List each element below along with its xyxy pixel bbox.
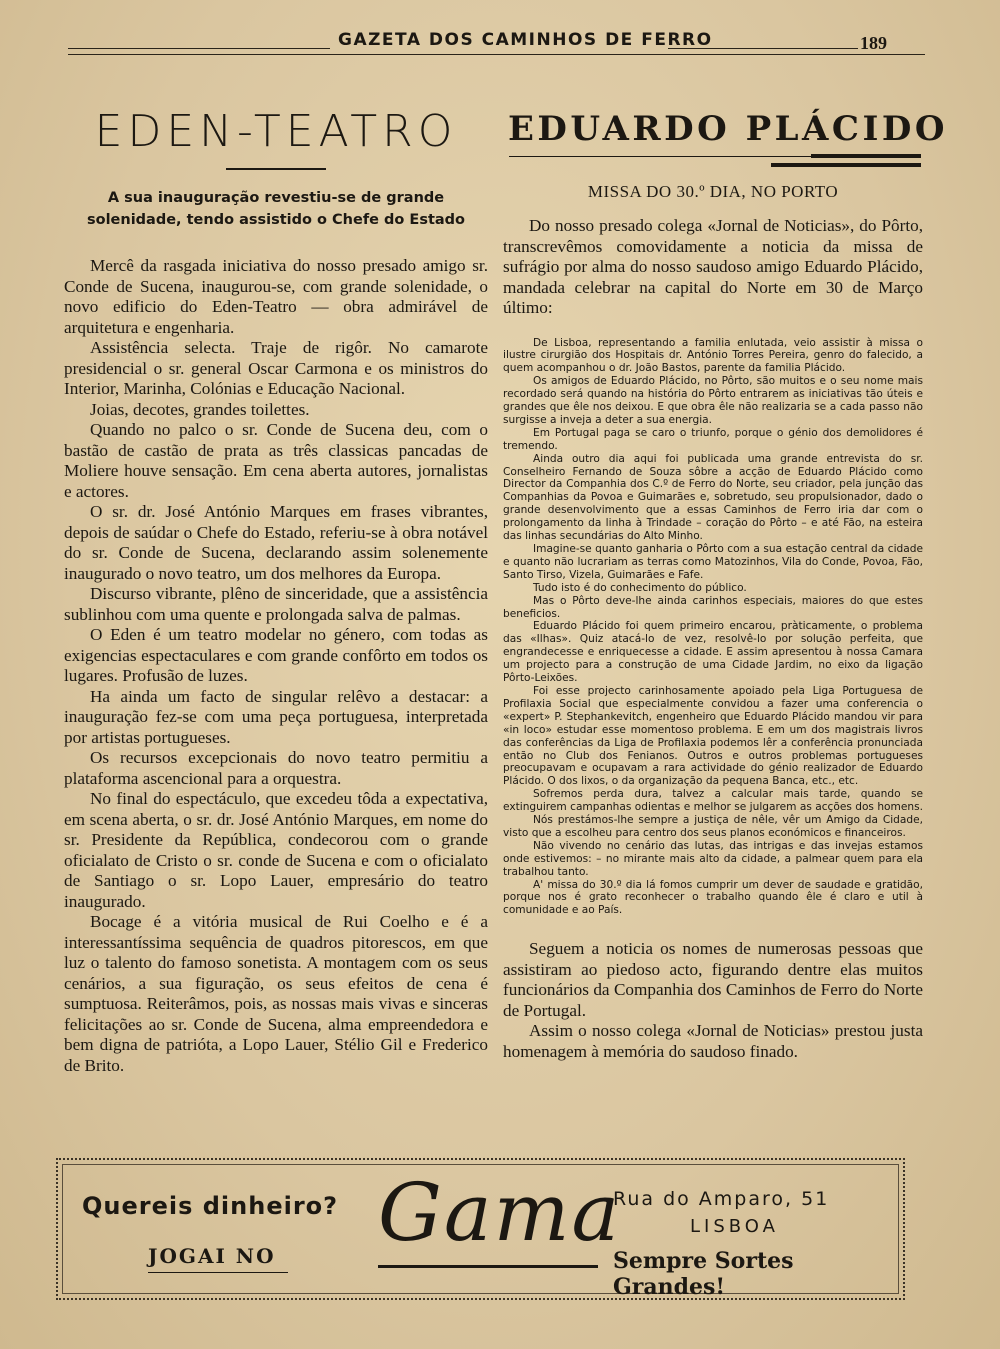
quote-paragraph: Imagine-se quanto ganharia o Pôrto com a sua estação central da cidade e quanto não lucrariam as terras como Matozinhos, Vila do Conde, Povoa, Fão, Santo Tirso, Vizela, Guimarães e Fafe. bbox=[503, 543, 923, 581]
quote-paragraph: Não vivendo no cenário das lutas, das intrigas e das invejas estamos onde estivemos: – no mirante mais alto da cidade, a palmear quem para ela trabalhou tanto. bbox=[503, 839, 923, 878]
paragraph: O Eden é um teatro modelar no género, com todas as exigencias espectaculares e com grande confôrto em todos os lugares. Profusão de luzes. bbox=[64, 625, 488, 685]
paragraph: Joias, decotes, grandes toilettes. bbox=[90, 399, 310, 419]
publication-title: GAZETA DOS CAMINHOS DE FERRO bbox=[338, 30, 713, 50]
logo-underline bbox=[378, 1265, 598, 1268]
quote-paragraph: Ainda outro dia aqui foi publicada uma grande entrevista do sr. Conselheiro Fernando de Souza sôbre a acção de Eduardo Plácido como Director da Companhia dos C.º de Ferro do Norte, seu criador, pela junção das Companhias da Povoa e Guimarães e, sobretudo, seu propulsionador, dado o grande desenvolvimento que a essas Caminhos de Ferro iria dar com o prolongamento da linha à Trindade – coração do Pôrto – e até Fão, na esteira das linhas secundárias do Alto Minho. bbox=[503, 452, 923, 543]
article-eden-teatro bbox=[64, 98, 488, 1076]
title-rule bbox=[226, 168, 326, 170]
quote-paragraph: Em Portugal paga se caro o triunfo, porque o génio dos demolidores é tremendo. bbox=[503, 426, 923, 452]
ad-address: Rua do Amparo, 51 bbox=[613, 1188, 830, 1210]
quote-paragraph: De Lisboa, representando a familia enlutada, veio assistir à missa o ilustre cirurgião dos Hospitais dr. António Torres Pereira, genro do falecido, a quem acompanhou o dr. João Bastos, parente da familia Plácido. bbox=[503, 336, 923, 375]
paragraph: Quando no palco o sr. Conde de Sucena deu, com o bastão de castão de prata as três classicas pancadas de Moliere houve sensação. Em cena aberta autores, jornalistas e actores. bbox=[64, 420, 488, 501]
ad-city: LISBOA bbox=[690, 1216, 779, 1237]
ad-slogan: Sempre Sortes Grandes! bbox=[613, 1248, 794, 1300]
closing-paragraphs bbox=[503, 939, 923, 1062]
paragraph: No final do espectáculo, que excedeu tôda a expectativa, em scena aberta, o sr. dr. José António Marques, em nome do sr. Presidente da República, condecorou com o grande oficialato de Cristo o sr. conde de Sucena e com o oficialato de Santiago o sr. Lopo Lauer, empresário do teatro inaugurado. bbox=[64, 789, 488, 911]
article-subtitle: A sua inauguração revestiu-se de grande solenidade, tendo assistido o Chefe do Estado bbox=[86, 190, 466, 228]
article-subtitle: MISSA DO 30.º DIA, NO PORTO bbox=[587, 182, 839, 201]
page-number: 189 bbox=[860, 33, 887, 53]
quote-paragraph: Foi esse projecto carinhosamente apoiado pela Liga Portuguesa de Profilaxia Social que especialmente convidou a fazer uma conferencia o «expert» P. Stephankevitch, engenheiro que Eduardo Plácido mandou vir para «in loco» estudar esse momentoso problema. E em um dos magistrais livros das conferências da Liga de Profilaxia podemos lêr a conferência pronunciada então no Club dos Fenianos. Outros e outros problemas portugueses preocupavam e ocupavam a rara actividade do génio realizador de Eduardo Plácido. O dos lixos, o da organização da pequena Banca, etc., etc. bbox=[503, 684, 923, 788]
quote-paragraph: Tudo isto é do conhecimento do público. bbox=[533, 581, 747, 594]
quote-paragraph: Nós prestámos-lhe sempre a justiça de nêle, vêr um Amigo da Cidade, visto que a escolheu para centro dos seus planos económicos e financeiros. bbox=[503, 814, 923, 839]
paragraph: Assistência selecta. Traje de rigôr. No camarote presidencial o sr. general Oscar Carmona e os ministros do Interior, Marinha, Colónias e Educação Nacional. bbox=[64, 338, 488, 398]
ad-play-text: JOGAI NO bbox=[148, 1244, 276, 1268]
paragraph: Os recursos excepcionais do novo teatro permitiu a plataforma ascencional para a orquestra. bbox=[64, 748, 488, 788]
quote-paragraph: Os amigos de Eduardo Plácido, no Pôrto, são muitos e o seu nome mais recordado será quando na história do Pôrto entrarem as iniciativas tão úteis e grandes que êle nos deixou. E que obra êle não realizaria se a cada passo não surgisse a inveja a deter a sua energia. bbox=[503, 375, 923, 426]
article-eduardo-placido bbox=[503, 98, 948, 1062]
quote-paragraph: A' missa do 30.º dia lá fomos cumprir um dever de saudade e gratidão, porque nos é grato reconhecer o trabalho quando êle é claro e util à comunidade e ao País. bbox=[503, 878, 923, 917]
paragraph: Assim o nosso colega «Jornal de Noticias» prestou justa homenagem à memória do saudoso finado. bbox=[503, 1021, 923, 1061]
quote-paragraph: Sofremos perda dura, talvez a calcular mais tarde, quando se extinguirem campanhas odientas e melhor se julgarem as acções dos homens. bbox=[503, 788, 923, 814]
paragraph: Ha ainda um facto de singular relêvo a destacar: a inauguração fez-se com uma peça portuguesa, interpretada por artistas portugueses. bbox=[64, 686, 488, 747]
lottery-advertisement bbox=[56, 1158, 905, 1300]
paragraph: Discurso vibrante, plêno de sinceridade, que a assistência sublinhou com uma quente e prolongada salva de palmas. bbox=[64, 584, 488, 624]
paragraph: O sr. dr. José António Marques em frases vibrantes, depois de saúdar o Chefe do Estado, referiu-se à obra notável do sr. Conde de Sucena, declarando assim solenemente inaugurado o novo teatro, um dos melhores da Europa. bbox=[64, 502, 488, 583]
paragraph: Bocage é a vitória musical de Rui Coelho e é a interessantíssima sequência de quadros pitorescos, em que luz o talento do famoso sonetista. A montagem com os seus cenários, a sua figuração, os seus efeitos de cena é sumptuosa. Reiterâmos, pois, as nossas mais vivas e sinceras felicitações ao sr. Conde de Sucena, alma empreendedora e bem digna de patrióta, a Lopo Lauer, Stélio Gil e Frederico de Brito. bbox=[64, 912, 488, 1075]
header-rule-right bbox=[668, 48, 858, 49]
quoted-news bbox=[503, 337, 923, 918]
quote-paragraph: Eduardo Plácido foi quem primeiro encarou, pràticamente, o problema das «Ilhas». Quiz atacá-lo de vez, resolvê-lo por solução perfeita, que engrandecesse e enriquecesse a cidade. E assim apresentou à nossa Camara um projecto para a construção de uma Cidade Jardim, no eixo da ligação Pôrto-Leixões. bbox=[503, 620, 923, 685]
paragraph: Mercê da rasgada iniciativa do nosso presado amigo sr. Conde de Sucena, inaugurou-se, com grande solenidade, o novo edificio do Eden-Teatro — obra admirável de arquitetura e engenharia. bbox=[64, 256, 488, 337]
header-rule-left bbox=[68, 48, 330, 49]
ad-underline bbox=[148, 1272, 288, 1273]
page-header bbox=[68, 28, 925, 56]
header-underline bbox=[68, 54, 925, 55]
article-title: EDEN-TEATRO bbox=[94, 106, 458, 157]
title-rule bbox=[503, 154, 923, 174]
ad-question: Quereis dinheiro? bbox=[82, 1192, 339, 1220]
article-title: EDUARDO PLÁCIDO bbox=[508, 109, 948, 149]
intro-paragraph: Do nosso presado colega «Jornal de Noticias», do Pôrto, transcrevêmos comovidamente a noticia da missa de sufrágio por alma do nosso saudoso amigo Eduardo Plácido, mandada celebrar na capital do Norte em 30 de Março último: bbox=[503, 216, 923, 317]
quote-paragraph: Mas o Pôrto deve-lhe ainda carinhos especiais, maiores do que estes beneficios. bbox=[503, 594, 923, 620]
gama-logo: Gama bbox=[378, 1166, 622, 1259]
paragraph: Seguem a noticia os nomes de numerosas pessoas que assistiram ao piedoso acto, figurando dentre elas muitos funcionários da Companhia dos Caminhos de Ferro do Norte de Portugal. bbox=[503, 939, 923, 1020]
